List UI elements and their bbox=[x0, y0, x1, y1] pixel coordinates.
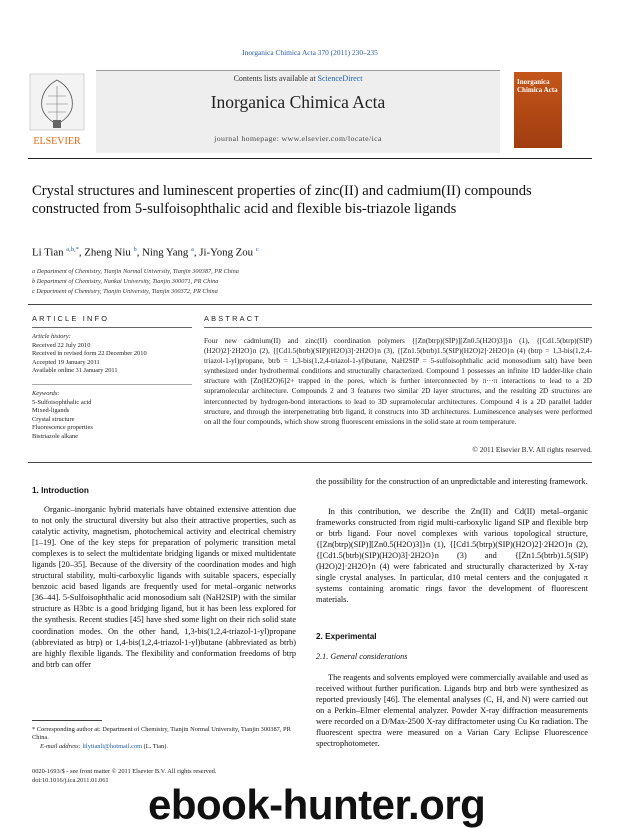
email-label: E-mail address: bbox=[40, 743, 81, 750]
keywords-list bbox=[32, 390, 198, 442]
keyword-item: Bistriazole alkane bbox=[32, 432, 78, 440]
abstract-divider bbox=[28, 462, 592, 463]
abstract-text: Four new cadmium(II) and zinc(II) coordination polymers {[Zn(btrp)(SIP)][Zn0.5(H2O)3]}n (1), {[Cd1.5(btrp)(SIP)(H2O)2]·2H2O}n (2), {[Cd1.5(btrb)(SIP)(H2O)3]·2H2O}n (3), {[Zn1.5(btrb)1.5(SIP)(H2O)2]·2H2O}n (4) (btrp = 1,3-bis(1,2,4-triazol-1-yl)propane, btrb = 1,3-bis(1,2,4-triazol-1-yl)butane, NaH2SIP = 5-sulfoisophthalic acid monosodium salt) have been synthesized under hydrothermal conditions and structurally characterized. Compound 1 possesses an infinite 1D ladder-like chain structure with [Zn(H2O)6]2+ trapped in the pores, which is further interconnected by π···π interactions to lead to a 2D supramolecular architecture. Compounds 2 and 3 features two similar 2D layer structures, and the resulting 2D structures are interconnected by hydrogen-bond interactions to lead to 3D supramolecular architectures. Compound 4 is a 2D parallel ladder structure, and through the interpenetrating btrb ligand, it constructs into 3D architectures. Luminescence analyses were performed on all the four compounds, which show strong fluorescent emissions in the solid state at room temperature. bbox=[204, 336, 592, 426]
history-received: Received 22 July 2010 bbox=[32, 341, 91, 349]
right-column-paragraph-3: The reagents and solvents employed were commercially available and used as received without further purification. Ligands btrp and btrb were synthesized as reported previously [46]. The elemental analyses (C, H, and N) were carried out on a Perkin–Elmer elemental analyzer. Powder X-ray diffraction measurements were recorded on a D/Max-2500 X-ray diffractometer using Cu Kα radiation. The fluorescent spectra were measured on a Varian Cary Eclipse Fluorescence spectrophotometer. bbox=[316, 673, 588, 749]
right-column-paragraph-2: In this contribution, we describe the Zn(II) and Cd(II) metal–organic frameworks constructed from rigid multi-carboxylic ligand SIP and flexible btrp or btrb ligand. Four novel complexes with various topological structure, {[Zn(btrp)(SIP)][Zn0.5(H2O)3]}n (1), {[Cd1.5(btrp)(SIP)(H2O)2]·2H2O}n (2), {[Cd1.5(btrb)(SIP)(H2O)3]·2H2O}n (3) and {[Zn1.5(btrb)1.5(SIP)(H2O)2]·2H2O}n (4) were fabricated and structurally characterized by X-ray single crystal analyses. In particular, d10 metal centers and the conjugated π systems containing aromatic rings favor the development of fluorescent materials. bbox=[316, 507, 588, 605]
introduction-paragraph: Organic–inorganic hybrid materials have obtained extensive attention due to not only the structural diversity but also their attractive properties, such as catalytic activity, magnetism, photochemical activity and electrical chemistry [1–19]. One of the key steps for preparation of polymeric transition metal complexes is to select the multidentate bridging ligands or mixed multidentate ligands [20–35]. Because of the diversity of the coordination modes and high structural stability, multi-carboxylic ligands with suitable spacers, especially benzoic acid based ligands are frequently used for metal–organic networks [36–44]. 5-Sulfoisophthalic acid monosodium salt (NaH2SIP) with the similar structure as H3btc is a good bridging ligand, but it has been less explored for the synthesis. Recent studies [45] have shed some light on their rich solid state coordination modes. On the other hand, 1,3-bis(1,2,4-triazol-1-yl)propane (abbreviated as btrp) or 1,4-bis(1,2,4-triazol-1-yl)butane (abbreviated as btrb) are highly flexible ligands. The flexibility and conformation freedoms of btrp and btrb can offer bbox=[32, 505, 296, 669]
author-email-link[interactable]: lilytianli@hotmail.com bbox=[82, 743, 143, 750]
contents-line bbox=[96, 74, 500, 83]
affiliation-c: c Department of Chemistry, Tianjin University, Tianjin 300372, PR China bbox=[32, 288, 218, 295]
journal-citation-link[interactable]: Inorganica Chimica Acta 370 (2011) 230–235 bbox=[242, 48, 378, 57]
cover-title: Inorganica Chimica Acta bbox=[517, 78, 558, 94]
right-column-paragraph-1: the possibility for the construction of an unpredictable and interesting framework. bbox=[316, 477, 588, 486]
keyword-item: Crystal structure bbox=[32, 415, 75, 423]
affiliation-divider bbox=[28, 304, 592, 305]
author-affil-mark: a,b,* bbox=[66, 246, 79, 253]
history-online: Available online 31 January 2011 bbox=[32, 367, 118, 375]
journal-cover-image bbox=[514, 72, 562, 148]
email-suffix: (L. Tian). bbox=[143, 743, 168, 750]
elsevier-wordmark: ELSEVIER bbox=[33, 136, 81, 147]
affiliation-a: a Department of Chemistry, Tianjin Normal University, Tianjin 300387, PR China bbox=[32, 268, 239, 275]
corresponding-author-note: * Corresponding author at: Department of Chemistry, Tianjin Normal University, Tianjin 300387, PR China. bbox=[32, 726, 291, 742]
issn-line: 0020-1693/$ - see front matter © 2011 Elsevier B.V. All rights reserved. bbox=[32, 768, 217, 775]
keywords-label: Keywords: bbox=[32, 390, 60, 397]
article-history bbox=[32, 333, 198, 376]
keyword-item: 5-Sulfoisophthalic acid bbox=[32, 398, 92, 406]
watermark-text: ebook-hunter.org bbox=[148, 781, 486, 828]
history-revised: Received in revised form 22 December 2010 bbox=[32, 350, 147, 358]
history-label: Article history: bbox=[32, 333, 71, 340]
history-accepted: Accepted 19 January 2011 bbox=[32, 358, 100, 366]
keywords-rule bbox=[32, 384, 192, 385]
doi-link[interactable]: doi:10.1016/j.ica.2011.01.061 bbox=[32, 777, 109, 784]
journal-homepage-link[interactable]: journal homepage: www.elsevier.com/locate/ica bbox=[214, 134, 382, 143]
journal-name: Inorganica Chimica Acta bbox=[210, 92, 386, 112]
section-heading-experimental: 2. Experimental bbox=[316, 632, 377, 641]
contents-prefix: Contents lists available at bbox=[233, 74, 316, 83]
article-info-heading: ARTICLE INFO bbox=[32, 314, 110, 323]
subsection-heading-general: 2.1. General considerations bbox=[316, 652, 408, 661]
author-list: Li Tian $^{a,b,*}$, Zheng Niu $^b$, Ning Yang $^a$, Ji-Yong Zou $^c$ bbox=[32, 246, 259, 259]
abstract-heading: ABSTRACT bbox=[204, 314, 262, 323]
footnote-rule bbox=[32, 720, 102, 721]
article-info-rule bbox=[32, 327, 192, 328]
abstract-copyright: © 2011 Elsevier B.V. All rights reserved. bbox=[472, 445, 592, 454]
email-note bbox=[40, 743, 300, 751]
section-heading-introduction: 1. Introduction bbox=[32, 486, 89, 495]
abstract-rule bbox=[204, 327, 592, 328]
article-title: Crystal structures and luminescent properties of zinc(II) and cadmium(II) compounds constructed from 5-sulfoisophthalic acid and flexible bis-triazole ligands bbox=[32, 183, 532, 217]
affiliation-b: b Department of Chemistry, Nankai University, Tianjin 300071, PR China bbox=[32, 278, 219, 285]
elsevier-logo bbox=[28, 72, 86, 150]
keyword-item: Mixed-ligands bbox=[32, 407, 70, 415]
keyword-item: Fluorescence properties bbox=[32, 424, 93, 432]
sciencedirect-link[interactable]: ScienceDirect bbox=[317, 74, 363, 83]
header-divider bbox=[28, 158, 592, 159]
